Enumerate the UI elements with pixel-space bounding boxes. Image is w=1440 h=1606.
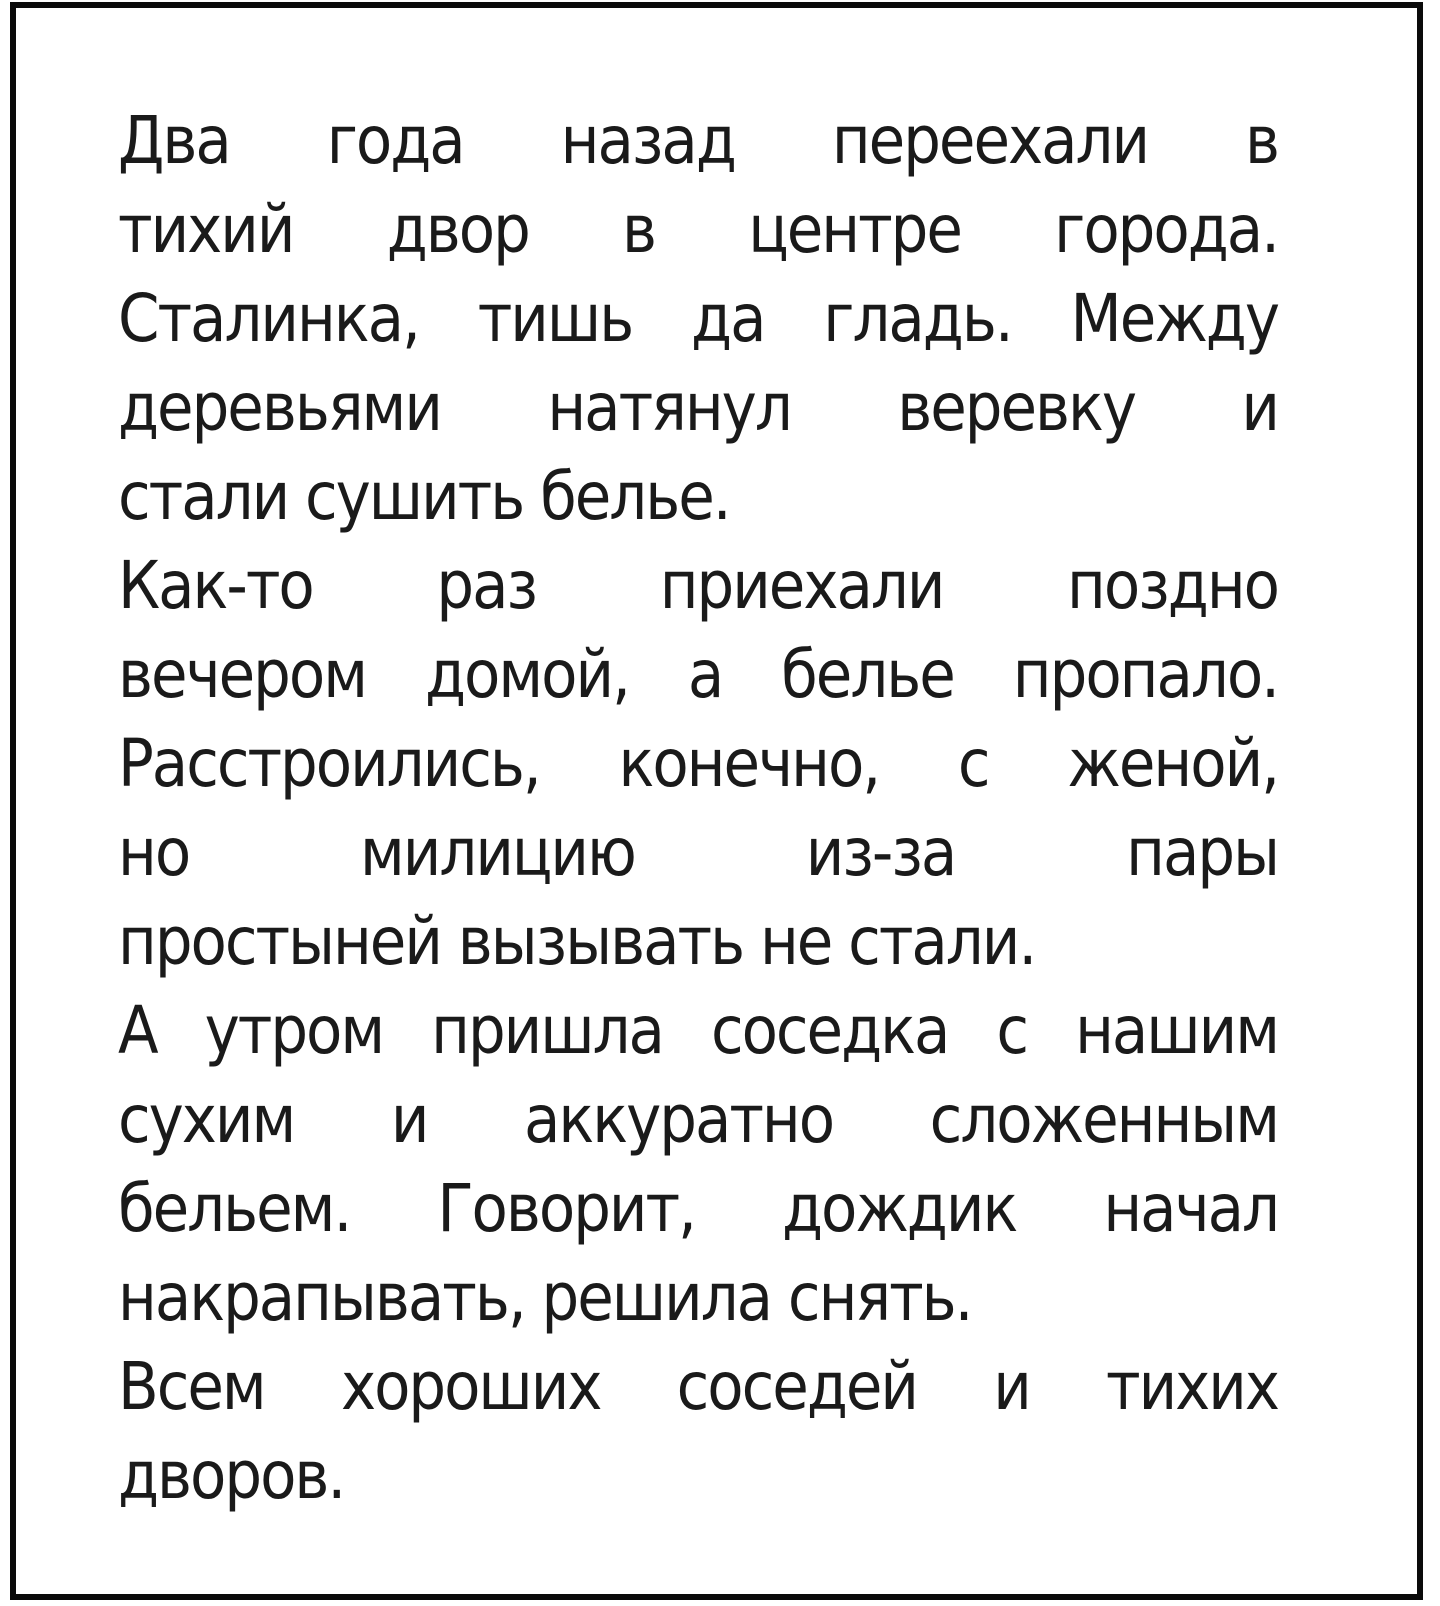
text-line: накрапывать, решила снять. — [118, 1259, 972, 1336]
text-line: тихий двор в центре города. — [118, 191, 1278, 268]
text-line: Два года назад переехали в — [118, 102, 1278, 179]
text-line: простыней вызывать не стали. — [118, 903, 1036, 980]
text-line: бельем. Говорит, дождик начал — [118, 1170, 1278, 1247]
story-text — [118, 96, 1278, 1520]
text-line: Сталинка, тишь да гладь. Между — [118, 280, 1278, 357]
text-line: Всем хороших соседей и тихих — [118, 1348, 1278, 1425]
text-line: дворов. — [118, 1437, 345, 1514]
text-line: сухим и аккуратно сложенным — [118, 1081, 1278, 1158]
text-line: но милицию из-за пары — [118, 814, 1278, 891]
text-line: вечером домой, а белье пропало. — [118, 636, 1278, 713]
text-line: деревьями натянул веревку и — [118, 369, 1278, 446]
text-line: стали сушить белье. — [118, 458, 730, 535]
text-line: Как-то раз приехали поздно — [118, 547, 1278, 624]
text-line: Расстроились, конечно, с женой, — [118, 725, 1278, 802]
page-frame — [10, 2, 1423, 1600]
text-line: А утром пришла соседка с нашим — [118, 992, 1278, 1069]
